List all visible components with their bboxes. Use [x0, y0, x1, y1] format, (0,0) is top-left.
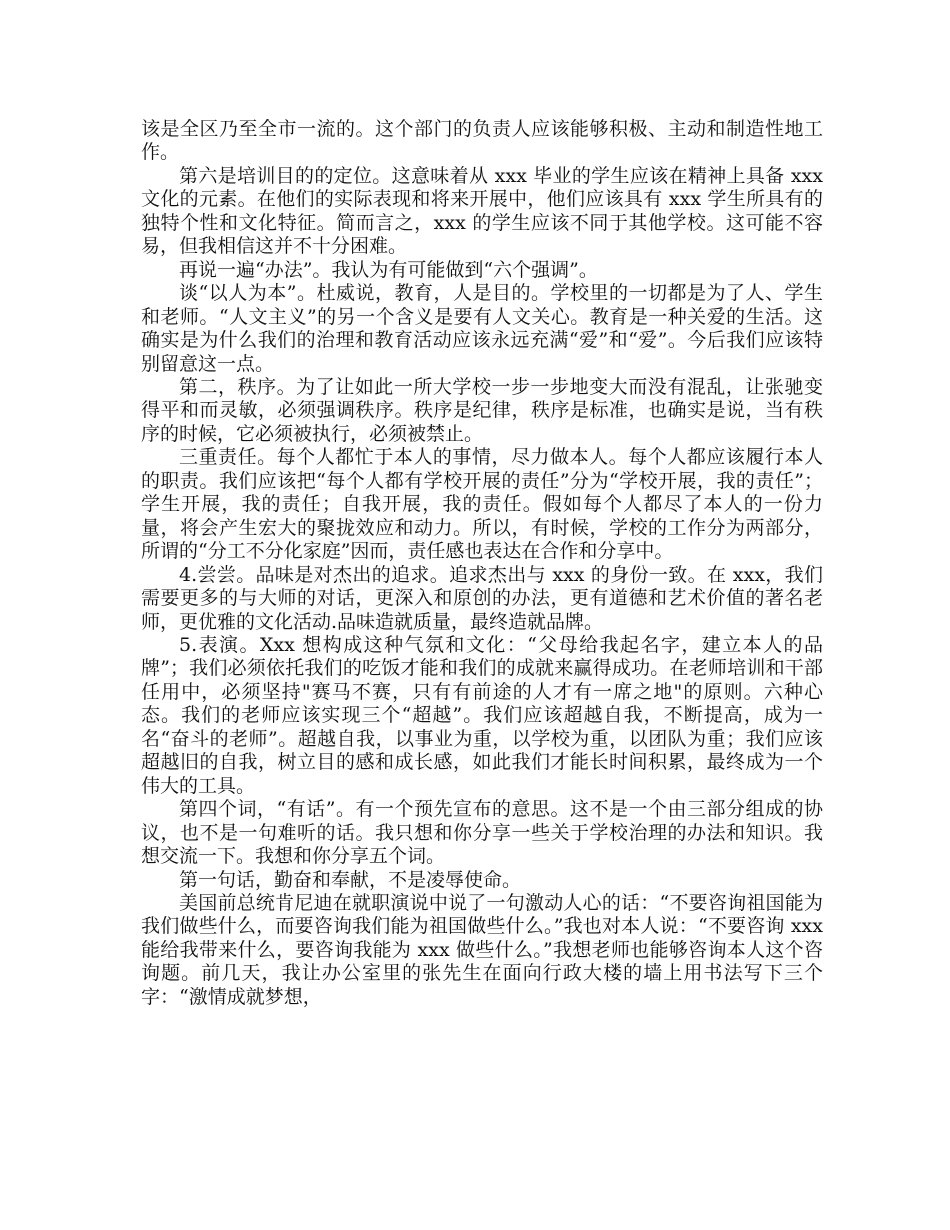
- document-body: [141, 118, 823, 1009]
- paragraph-5: 第二，秩序。为了让如此一所大学校一步一步地变大而没有混乱，让张驰变得平和而灵敏，必须强调秩序。秩序是纪律，秩序是标准，也确实是说，当有秩序的时候，它必须被执行，必须被禁止。: [141, 375, 823, 445]
- paragraph-11: 美国前总统肯尼迪在就职演说中说了一句激动人心的话：“不要咨询祖国能为我们做些什么，而要咨询我们能为祖国做些什么。”我也对本人说：“不要咨询 xxx 能给我带来什么，要咨询我能为 xxx 做些什么。”我想老师也能够咨询本人这个咨询题。前几天，我让办公室里的张先生在面向行政大楼的墙上用书法写下三个字：“激情成就梦想，: [141, 891, 823, 1008]
- paragraph-4: 谈“以人为本”。杜威说，教育，人是目的。学校里的一切都是为了人、学生和老师。“人文主义”的另一个含义是要有人文关心。教育是一种关爱的生活。这确实是为什么我们的治理和教育活动应该永远充满“爱”和“爱”。今后我们应该特别留意这一点。: [141, 282, 823, 375]
- paragraph-8: 5.表演。Xxx 想构成这种气氛和文化：“父母给我起名字，建立本人的品牌”；我们必须依托我们的吃饭才能和我们的成就来赢得成功。在老师培训和干部任用中，必须坚持"赛马不赛，只有有前途的人才有一席之地"的原则。六种心态。我们的老师应该实现三个“超越”。我们应该超越自我，不断提高，成为一名“奋斗的老师”。超越自我，以事业为重，以学校为重，以团队为重；我们应该超越旧的自我，树立目的感和成长感，如此我们才能长时间积累，最终成为一个伟大的工具。: [141, 633, 823, 797]
- paragraph-9: 第四个词，“有话”。有一个预先宣布的意思。这不是一个由三部分组成的协议，也不是一句难听的话。我只想和你分享一些关于学校治理的办法和知识。我想交流一下。我想和你分享五个词。: [141, 798, 823, 868]
- paragraph-6: 三重责任。每个人都忙于本人的事情，尽力做本人。每个人都应该履行本人的职责。我们应该把“每个人都有学校开展的责任”分为“学校开展，我的责任”；学生开展，我的责任；自我开展，我的责任。假如每个人都尽了本人的一份力量，将会产生宏大的聚拢效应和动力。所以，有时候，学校的工作分为两部分，所谓的“分工不分化家庭”因而，责任感也表达在合作和分享中。: [141, 446, 823, 563]
- paragraph-3: 再说一遍“办法”。我认为有可能做到“六个强调”。: [179, 258, 598, 281]
- paragraph-10: 第一句话，勤奋和奉献，不是凌辱使命。: [179, 868, 522, 891]
- paragraph-7: 4.尝尝。品味是对杰出的追求。追求杰出与 xxx 的身份一致。在 xxx，我们需要更多的与大师的对话，更深入和原创的办法，更有道德和艺术价值的著名老师，更优雅的文化活动.品味造就质量，最终造就品牌。: [141, 563, 823, 633]
- paragraph-2: 第六是培训目的的定位。这意味着从 xxx 毕业的学生应该在精神上具备 xxx 文化的元素。在他们的实际表现和将来开展中，他们应该具有 xxx 学生所具有的独特个性和文化特征。简而言之，xxx 的学生应该不同于其他学校。这可能不容易，但我相信这并不十分困难。: [141, 164, 823, 258]
- paragraph-1: 该是全区乃至全市一流的。这个部门的负责人应该能够积极、主动和制造性地工作。: [141, 118, 823, 164]
